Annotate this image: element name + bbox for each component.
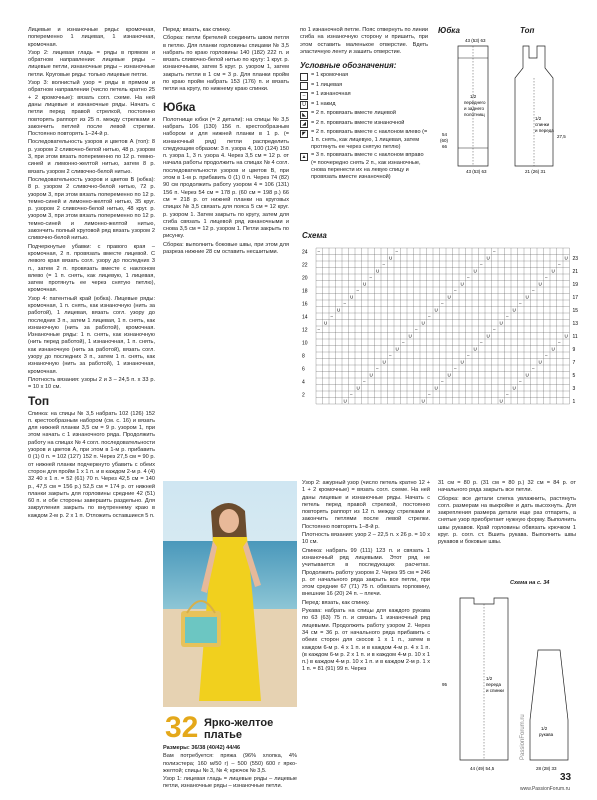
svg-text:рукава: рукава — [539, 732, 554, 737]
svg-text:28 (28) 33: 28 (28) 33 — [536, 766, 557, 771]
chart-symbol: U — [389, 255, 393, 261]
chart-symbol: U — [350, 294, 354, 300]
skirt-schematic — [440, 38, 500, 178]
row-number: 23 — [572, 256, 579, 262]
column-2 — [163, 27, 289, 257]
dress-sleeves-text: Рукава: набрать на спицы для каждого рукава по 63 (63) 75 п. и связать 1 изнаночный ряд лицевыми. Продолжить работу узором 2. Через 34 см = 36 р. от начального ряда прибавить с обеих сторон для скосов 1 x 1 п., затем в каждом 6-м р. 4 x 1 п. и в каждом 4-м р. 4 x 1 п. (в каждом 6-м р. 2 x 1 п. и в каждом 4-м р. 10 x 1 п.) в каждом 4-м р. 10 x 1 п. и в каждом 2-м р. 1 x 1 п. = 81 (91) 99 п. Через — [302, 608, 430, 673]
row-number: 17 — [572, 295, 579, 301]
chart-symbol: U — [538, 359, 542, 365]
chart-symbol: U — [486, 333, 490, 339]
row-number: 9 — [572, 347, 576, 353]
chart-symbol: – — [454, 288, 457, 293]
chart-symbol: – — [480, 340, 483, 345]
chart-symbol: – — [317, 249, 321, 254]
chart-symbol: U — [473, 268, 477, 274]
svg-text:27,5: 27,5 — [557, 134, 566, 139]
decreases-text: Подчеркнутые убавки: с правого края – кромочная, 2 п. провязать вместе лицевой. С левого края вязать согл. узору до последних 3 п., затем 2 п. провязать вместе с наклоном влево (= 1 п. снять, как лицевую, 1 лицевая, затем протянуть ее через снятую петлю), кромочная. — [28, 243, 155, 294]
top-back-text: Спинка: на спицы № 3,5 набрать 102 (126) 152 п. крестообразным набором (см. с. 16) и вязать для нижней планки 3,5 см = 9 р. узором 1, при этом начать с 1 изнаночного ряда. Продолжить работу на спицах № 4 согл. последовательности узоров и цветов А, при этом в 1-м р. прибавить 0 (1) 0 п. = 102 (127) 152 п. Через 27,5 см = 90 р. от нижней планки подчеркнуто убавить с обеих сторон для пройм 1 x 1 п. и в каждом 2-м р. 4 (4) 32 40 x 1 п. = 52 (61) 70 п. Через 42,5 см = 140 р., 47,5 см = 156 р.) 52,5 см = 174 р. от нижней планки закрыть для горловины средние 42 (51) 60 п. и обе стороны завершить раздельно. Для закругления закрыть по внутреннему краю в каждом 2-м р. 2 x 1 п. Отложить оставшиеся 5 п. — [28, 410, 155, 519]
svg-text:1/2: 1/2 — [535, 116, 542, 121]
legend-text: = 2 п. провязать вместе с наклоном влево (= 1 п. снять, как лицевую, 1 лицевая, затем протянуть ее через снятую петлю) — [311, 129, 428, 151]
legend-text: = 2 п. провязать вместе изнаночной — [311, 119, 405, 126]
chart-symbol: U — [395, 346, 399, 352]
chart-symbol: – — [395, 249, 399, 254]
chart-symbol: – — [454, 366, 457, 371]
chart-symbol: U — [486, 255, 490, 261]
chart-symbol: U — [564, 255, 568, 261]
dress-back-text: Спинка: набрать 99 (111) 123 п. и связать 1 изнаночный ряд лицевыми. Этот ряд не учитывается в последующих расчетах. Продолжить работу узором 2. Через 95 см = 246 р. от начального ряда закрыть все петли, при этом средние 67 (71) 75 п. обвязать горловину, внешние 16 (20) 24 п. – плечи. — [302, 547, 430, 598]
chart-symbol: – — [428, 314, 431, 319]
chart-symbol: U — [324, 320, 328, 326]
legend-text: = 1 кромочная — [311, 72, 349, 79]
watermark: PassionForum.ru — [520, 714, 526, 760]
chart-symbol: – — [363, 379, 366, 384]
legend-symbol-icon: U — [300, 101, 308, 109]
column-3 — [300, 27, 428, 183]
svg-text:спинки: спинки — [535, 122, 550, 127]
chart-symbol: U — [512, 307, 516, 313]
front-text: Перед: вязать, как спинку. — [163, 27, 231, 33]
chart-symbol: U — [460, 359, 464, 365]
chart-symbol: – — [519, 379, 522, 384]
chart-symbol: U — [434, 307, 438, 313]
row-number: 13 — [572, 321, 579, 327]
chart-symbol: U — [421, 398, 425, 404]
chart-symbol: U — [408, 333, 412, 339]
chart-symbol: – — [532, 366, 535, 371]
top-heading: Топ — [28, 393, 50, 408]
belt-text: по 1 изнаночной петле. Пояс отвернуть по линии сгиба на изнаночную сторону и пришить, при этом оставить маленькое отверстие. Вдеть эластичную ленту и зашить отверстие. — [300, 27, 428, 55]
schema-ref: Схема на с. 34 — [510, 580, 550, 586]
svg-text:1/2: 1/2 — [486, 676, 493, 681]
row-number: 15 — [572, 308, 579, 314]
legend-text: = 1 накид — [311, 100, 336, 107]
legend-item — [300, 91, 428, 100]
row-number: 11 — [572, 334, 578, 340]
chart-symbol: – — [415, 327, 418, 332]
row-number: 18 — [302, 288, 308, 295]
chart-symbol: U — [538, 281, 542, 287]
chart-symbol: – — [330, 314, 334, 319]
row-number: 4 — [302, 379, 305, 386]
row-number: 10 — [302, 340, 308, 347]
chart-symbol: – — [480, 262, 483, 267]
chart-symbol: U — [551, 346, 555, 352]
chart-symbol: U — [525, 372, 529, 378]
dress-column-b — [302, 480, 430, 675]
site-url: www.PassionForum.ru — [520, 786, 571, 792]
svg-text:(60): (60) — [440, 138, 449, 143]
svg-text:переднего: переднего — [464, 100, 486, 105]
row-number: 5 — [572, 373, 576, 379]
chart-symbol: U — [369, 372, 373, 378]
skirt-panel-text: Полотнище юбки (= 2 детали): на спицы № 3,5 набрать 106 (130) 156 п. крестообразным набором и для нижней планки в 1 р. (= изнаночный ряд) петли распределить следующим образом: 3 п. узора 4, 100 (124) 150 п. узора 1, 3 п. узора 4. Через 3,5 см = 12 р. от начала работы продолжить на спицах № 4 согл. последовательности узоров и цветов В, при этом в 1-м р. прибавить 0 (1) 0 п. Через 74 (82) 90 см продолжить работу узором 4 = 106 (131) 156 п. Через 54 см = 178 р. (60 см = 198 р.) 66 см = 218 р. от нижней планки на круговых спицах № 3,5 связать для пояса 5 см = 12 круг. р. узором 1. Затем закрыть по кругу, затем для сгиба связать 1 лицевой ряд изнаночными и снова 3,5 см = 12 р. узором 1. Петли закрыть по рисунку. — [163, 116, 289, 240]
row-number: 2 — [302, 392, 305, 399]
svg-text:1/2: 1/2 — [541, 726, 548, 731]
svg-text:полотнищ: полотнищ — [464, 112, 485, 117]
chart-symbol: U — [376, 268, 380, 274]
legend-symbol-icon: ◣ — [300, 111, 308, 119]
chart-symbol: – — [493, 327, 496, 332]
chart-symbol: – — [558, 262, 561, 267]
legend-item — [300, 101, 428, 110]
svg-text:44 (49) 54,5: 44 (49) 54,5 — [470, 766, 495, 771]
row-number: 22 — [302, 262, 308, 269]
assembly-text: Сборка: петли бретелей соединить швом петля в петлю. Для планки горловины спицами № 3,5 набрать по краю горловины 140 (182) 222 п. и вязать сливочно-белой нитью по кругу: 1 круг. р. изнаночными, затем 5 круг. р. узором 1, затем закрыть петли в 1 см = 3 р. Для планки пройм по краю пройм набрать 153 (176) п. и вязать петли на кругу, по нижнему краю спинки. — [163, 35, 289, 93]
legend-symbol-icon: ◤ — [300, 130, 308, 138]
row-number: 12 — [302, 327, 308, 334]
legend-item — [300, 72, 428, 81]
chart-symbol: U — [421, 320, 425, 326]
chart-symbol: U — [499, 320, 503, 326]
dress-column-c — [438, 480, 576, 548]
chart-symbol: – — [545, 353, 548, 358]
chart-symbol: – — [441, 301, 444, 306]
chart-symbol: – — [402, 340, 405, 345]
chart-symbol: U — [460, 281, 464, 287]
model-photo — [163, 481, 297, 707]
chart-symbol: U — [512, 385, 516, 391]
sizes-text: Размеры: 36/38 (40/42) 44/46 — [163, 745, 241, 751]
svg-text:переда: переда — [486, 682, 501, 687]
legend-symbol-icon: ▲ — [301, 153, 307, 160]
materials-text: Вам потребуется: пряжа (96% хлопка, 4% полиэстера; 160 м/50 г) – 500 (550) 600 г ярко-желтой; спицы № 3, № 4; крючок № 3,5. — [163, 753, 297, 774]
top-schematic — [505, 38, 575, 178]
row-number: 24 — [302, 249, 308, 256]
dress-assembly-text: Сборка: все детали слегка увлажнить, растянуть согл. размерам на выкройке и дать высохнуть. Для закрепления размера детали еще раз отпарить, а снятые узор приобретает нужную форму. Выполнить швы рукавов. Край горловины обвязать крючком 1 круг. р. согл. ст. Вшить рукава. Выполнить швы рукавов и боковые швы. — [438, 495, 576, 546]
chart-symbol: – — [350, 392, 353, 397]
legend-symbol-icon — [300, 82, 308, 90]
legend-text: = 1 лицевая — [311, 81, 343, 88]
svg-text:1/2: 1/2 — [470, 94, 477, 99]
chart-symbol: U — [382, 359, 386, 365]
skirt-schema-title: Юбка — [438, 26, 460, 35]
legend-item — [300, 129, 428, 151]
chart-symbol: – — [506, 314, 509, 319]
legend-symbol-icon: – — [300, 92, 308, 100]
column-1 — [28, 27, 155, 521]
pattern-3-text: Узор 3: волнистый узор = ряды в прямом и обратном направлении (число петель кратно 25 + 2 кромочные): вязать согл. схеме. На ней даны лицевые и изнаночные ряды. Начать с петли перед правой стрелкой, постоянно повторять раппорт из 25 п. между стрелками и закончить петлей после левой стрелки. Постоянно повторять 1–24-й р. — [28, 80, 155, 138]
legend-item — [300, 152, 428, 181]
pattern-2-text: Узор 2: лицевая гладь = ряды в прямом и обратном направлении: лицевые ряды – лицевые петли, изнаночные ряды – изнаночные петли. Круговые ряды: только лицевые петли. — [28, 49, 155, 78]
row-number: 8 — [302, 353, 305, 360]
chart-symbol: – — [467, 353, 470, 358]
legend-item — [300, 110, 428, 119]
row-number: 21 — [572, 269, 579, 275]
dress-column-a — [163, 745, 297, 792]
skirt-heading: Юбка — [163, 99, 196, 114]
skirt-assembly-text: Сборка: выполнить боковые швы, при этом для разреза нижние 28 см оставить несшитыми. — [163, 241, 289, 256]
dress-pattern-1-text: Узор 1: лицевая гладь = лицевые ряды – лицевые петли, изнаночные ряды – изнаночные петли. — [163, 776, 297, 790]
chart-symbol: – — [441, 379, 444, 384]
svg-text:95: 95 — [442, 682, 448, 687]
chart-symbol: U — [434, 385, 438, 391]
chart-symbol: – — [493, 249, 496, 254]
chart-symbol: – — [532, 288, 535, 293]
chart-symbol: U — [447, 372, 451, 378]
chart-symbol: U — [473, 346, 477, 352]
legend-title: Условные обозначения: — [300, 61, 397, 71]
chart-symbol: – — [428, 392, 431, 397]
chart-symbol: – — [545, 275, 548, 280]
chart-symbol: – — [389, 353, 392, 358]
page-number: 33 — [560, 772, 572, 783]
svg-text:66: 66 — [442, 144, 448, 149]
legend-text: = 2 п. провязать вместе лицевой — [311, 110, 397, 117]
svg-text:и переда: и переда — [535, 128, 554, 133]
row-number: 19 — [572, 282, 579, 288]
dress-gauge-text: Плотность вязания: узор 2 – 22,5 п. x 26 р. = 10 x 10 см. — [302, 532, 430, 546]
chart-symbol: U — [525, 294, 529, 300]
chart-symbol: U — [499, 398, 503, 404]
svg-text:43 (53) 63: 43 (53) 63 — [466, 169, 487, 174]
row-number: 14 — [302, 314, 308, 321]
dress-front-text: Перед: вязать, как спинку. — [302, 599, 370, 606]
chart-symbol: – — [382, 262, 386, 267]
row-number: 20 — [302, 275, 308, 282]
svg-text:и спинки: и спинки — [486, 688, 504, 693]
knit-chart — [300, 244, 592, 419]
svg-text:и заднего: и заднего — [464, 106, 484, 111]
top-schema-title: Топ — [520, 26, 535, 35]
row-number: 16 — [302, 301, 308, 308]
chart-symbol: – — [506, 392, 509, 397]
svg-text:43 (53) 63: 43 (53) 63 — [465, 38, 486, 43]
chart-symbol: U — [356, 385, 360, 391]
sequence-a-text: Последовательность узоров и цветов А (топ): 8 р. узором 2 сливочно-белой нитью, 48 р. узором 3, при этом вязать попеременно по 12 р. темно-синей и лимонно-желтой нитью, затем 8 р. вязать узором 2 сливочно-белой нитью. — [28, 139, 155, 175]
chart-symbol: – — [369, 275, 373, 280]
row-number: 7 — [572, 360, 576, 366]
legend-symbol-icon — [300, 73, 308, 81]
row-number: 1 — [572, 399, 576, 405]
legend-symbol-icon: ◢ — [300, 120, 308, 128]
legend-text: = 1 изнаночная — [311, 91, 351, 98]
svg-text:21 (26) 31: 21 (26) 31 — [525, 169, 546, 174]
chart-symbol: – — [343, 301, 347, 306]
svg-text:54: 54 — [442, 132, 448, 137]
chart-symbol: – — [317, 327, 321, 332]
legend-item — [300, 120, 428, 129]
dress-title: Ярко-желтое платье — [204, 717, 274, 741]
legend-text: = 3 п. провязать вместе с наклоном вправо (= поочередно снять 2 п., как изнаночные, снова перенести их на левую спицу и провязать вместе изнаночной) — [311, 152, 424, 181]
scheme-title: Схема — [302, 231, 327, 240]
legend-item — [300, 82, 428, 91]
dress-pattern-2-text: Узор 2: ажурный узор (число петель кратно 12 + 1 + 2 кромочные) = вязать согл. схеме. На ней даны лицевые и изнаночные ряды. Начать с петель перед правой стрелкой, постоянно повторять раппорт из 12 п. между стрелками и закончить петлями после левой стрелки. Постоянно повторять 1–8-й р. — [302, 480, 430, 530]
dress-sleeves-end-text: 31 см = 80 р. (31 см = 80 р.) 32 см = 84 р. от начального ряда закрыть все петли. — [438, 480, 576, 494]
chart-symbol: U — [551, 268, 555, 274]
sequence-b-text: Последовательность узоров и цветов В (юбка): 8 р. узором 2 сливочно-белой нитью, 72 р. узором 3, при этом вязать попеременно по 12 р. темно-синей и лимонно-желтой нитью, 35 круг. р. узором 2 сливочно-белой нитью, 48 круг. р. узором 3, при этом вязать попеременно по 12 р. темно-синей и лимонно-желтой нитью, закончить полный круговой ряд вязать узором 2 сливочно-белой нитью. — [28, 176, 155, 242]
chart-symbol: – — [467, 275, 470, 280]
chart-symbol: – — [356, 288, 360, 293]
row-number: 3 — [572, 386, 576, 392]
chart-symbol: U — [343, 398, 347, 404]
gauge-text: Плотность вязания: узоры 2 и 3 – 24,5 п. x 33 р. = 10 x 10 см. — [28, 376, 155, 391]
chart-symbol: U — [564, 333, 568, 339]
chart-symbol: U — [447, 294, 451, 300]
legend — [300, 72, 428, 181]
chart-symbol: – — [558, 340, 561, 345]
dress-schematic — [438, 590, 588, 775]
chart-symbol: – — [376, 366, 379, 371]
chart-symbol: – — [519, 301, 522, 306]
pattern-4-text: Узор 4: патентный край (юбка). Лицевые ряды: кромочная, 1 п. снять, как изнаночную (нить за работой), 1 лицевая, вязать согл. узору до последних 3 п., затем 1 лицевая, 1 п. снять, как изнаночную (нить за работой), кромочная. Изнаночные ряды: 1 п. снять, как изнаночную (нить перед работой), 1 изнаночная, 1 п. снять, как изнаночную (нить за работой), вязать согл. узору до последних 3 п., затем 1 п. снять, как изнаночную (нить за работой), 1 изнаночная, кромочная. — [28, 295, 155, 375]
chart-symbol: U — [363, 281, 367, 287]
pattern-number: 32 — [165, 711, 199, 744]
pattern-1-text: Лицевые и изнаночные ряды: кромочная, попеременно 1 лицевая, 1 изнаночная, кромочная. — [28, 27, 155, 48]
row-number: 6 — [302, 366, 305, 373]
chart-symbol: U — [337, 307, 341, 313]
